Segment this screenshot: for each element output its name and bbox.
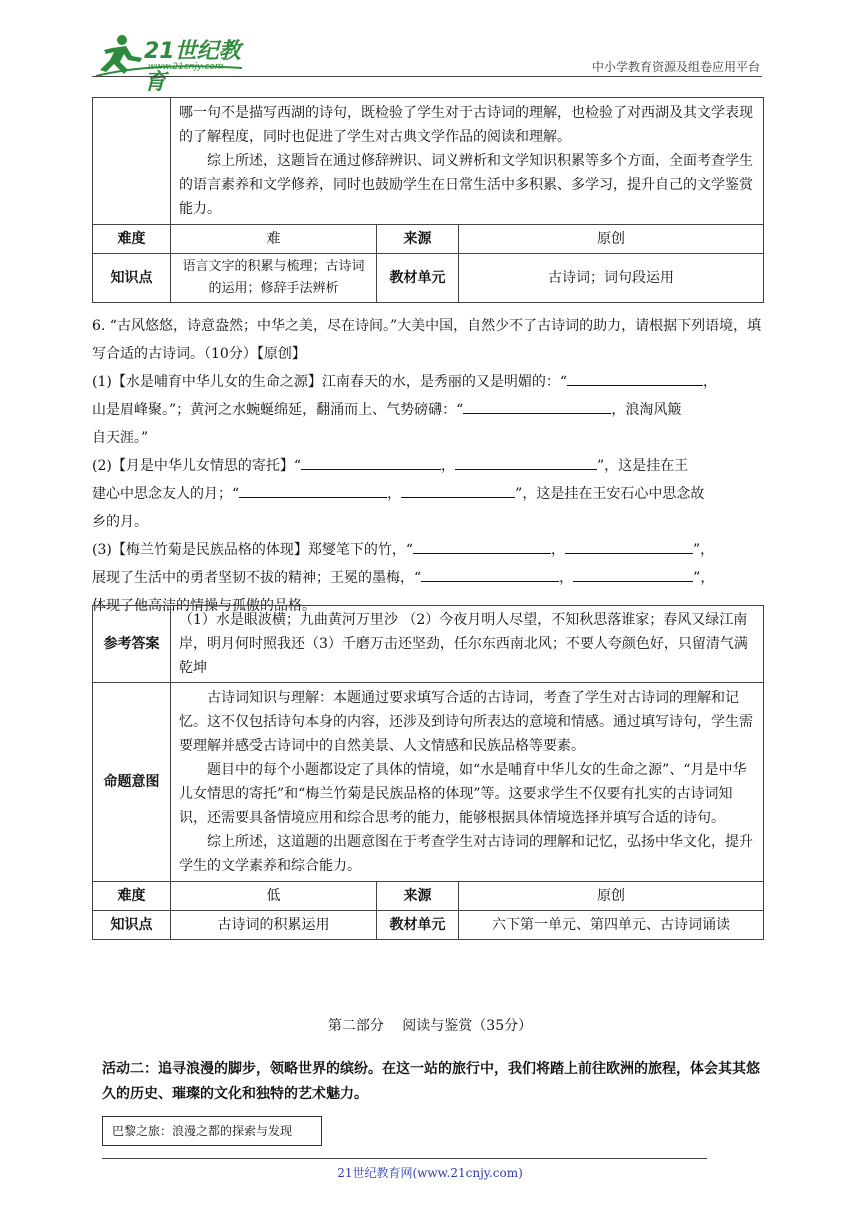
question-6-intro: 6. “古风悠悠，诗意盎然；中华之美，尽在诗间。”大美中国，自然少不了古诗词的助力，请根据下列语境，填写合适的古诗词。（10分）【原创】 <box>92 318 762 362</box>
footer-link[interactable]: 21世纪教育网(www.21cnjy.com) <box>337 1166 523 1180</box>
intent-label-empty <box>93 98 171 225</box>
section-box-paris: 巴黎之旅：浪漫之都的探索与发现 <box>102 1116 322 1146</box>
answer-label: 参考答案 <box>93 606 171 683</box>
answer-row <box>93 606 764 683</box>
intent-line: 题目中的每个小题都设定了具体的情境，如“水是哺育中华儿女的生命之源”、“月是中华儿女情思的寄托”和“梅兰竹菊是民族品格的体现”等。这要求学生不仅要有扎实的古诗词知识，还需要具备情境应用和综合思考的能力，能够根据具体情境选择并填写合适的诗句。 <box>179 762 747 826</box>
knowledge-row <box>93 254 764 303</box>
question-6 <box>92 312 764 620</box>
part2-title: 第二部分 阅读与鉴赏（35分） <box>327 1018 533 1034</box>
difficulty-label: 难度 <box>93 882 171 911</box>
knowledge-value: 古诗词的积累运用 <box>171 911 377 940</box>
source-value: 原创 <box>459 225 764 254</box>
unit-label: 教材单元 <box>377 254 459 303</box>
answer-blank[interactable] <box>421 565 559 582</box>
difficulty-row <box>93 882 764 911</box>
knowledge-label: 知识点 <box>93 911 171 940</box>
answer-blank[interactable] <box>565 537 693 554</box>
footer-rule <box>102 1158 707 1159</box>
knowledge-label: 知识点 <box>93 254 171 303</box>
unit-value: 古诗词；词句段运用 <box>459 254 764 303</box>
answer-blank[interactable] <box>413 537 551 554</box>
q6-part2: (2)【月是中华儿女情思的寄托】“ ， ”，这是挂在王 建心中思念友人的月；“ ， ”，这是挂在王安石心中思念故 乡的月。 <box>92 452 764 536</box>
source-label: 来源 <box>377 225 459 254</box>
difficulty-row <box>93 225 764 254</box>
logo <box>92 32 262 95</box>
logo-url: www.21cnjy.com <box>148 62 224 72</box>
header-rule <box>92 76 762 77</box>
intent-line: 古诗词知识与理解：本题通过要求填写合适的古诗词，考查了学生对古诗词的理解和记忆。这不仅包括诗句本身的内容，还涉及到诗句所表达的意境和情感。通过填写诗句，学生需要理解并感受古诗词中的自然美景、人文情感和民族品格等要素。 <box>179 690 753 754</box>
answer-blank[interactable] <box>463 397 611 414</box>
intent-line: 综上所述，这题旨在通过修辞辨识、词义辨析和文学知识积累等多个方面，全面考查学生的语言素养和文学修养，同时也鼓励学生在日常生活中多积累、多学习，提升自己的文学鉴赏能力。 <box>179 153 753 217</box>
intent-line: 哪一句不是描写西湖的诗句，既检验了学生对于古诗词的理解，也检验了对西湖及其文学表现的了解程度，同时也促进了学生对古典文学作品的阅读和理解。 <box>179 105 753 145</box>
source-value: 原创 <box>459 882 764 911</box>
q6-part3: (3)【梅兰竹菊是民族品格的体现】郑燮笔下的竹，“ ， ”， 展现了生活中的勇者坚韧不拔的精神；王冕的墨梅，“ ， ”， 体现了他高洁的情操与孤傲的品格。 <box>92 536 764 620</box>
answer-blank[interactable] <box>301 453 441 470</box>
q6-part1: (1)【水是哺育中华儿女的生命之源】江南春天的水，是秀丽的又是明媚的：“ ， 山是眉峰聚。”；黄河之水蜿蜒绵延，翻涌而上、气势磅礴：“ ，浪淘风簸 自天涯。” <box>92 368 764 452</box>
answer-blank[interactable] <box>567 369 703 386</box>
question-table-prev <box>92 97 764 303</box>
answer-blank[interactable] <box>455 453 597 470</box>
source-label: 来源 <box>377 882 459 911</box>
answer-content: （1）水是眼波横；九曲黄河万里沙 （2）今夜月明人尽望，不知秋思落谁家；春风又绿江南岸，明月何时照我还（3）千磨万击还坚劲，任尔东西南北风；不要人夸颜色好，只留清气满乾坤 <box>171 606 764 683</box>
intent-content <box>171 683 764 882</box>
intent-row <box>93 98 764 225</box>
unit-label: 教材单元 <box>377 911 459 940</box>
intent-content <box>171 98 764 225</box>
intent-label: 命题意图 <box>93 683 171 882</box>
knowledge-row <box>93 911 764 940</box>
difficulty-value: 低 <box>171 882 377 911</box>
answer-blank[interactable] <box>239 481 387 498</box>
intent-row <box>93 683 764 882</box>
logo-text: 21世纪教育 <box>144 39 241 95</box>
difficulty-value: 难 <box>171 225 377 254</box>
answer-blank[interactable] <box>401 481 515 498</box>
answer-blank[interactable] <box>573 565 693 582</box>
unit-value: 六下第一单元、第四单元、古诗词诵读 <box>459 911 764 940</box>
difficulty-label: 难度 <box>93 225 171 254</box>
intent-line: 综上所述，这道题的出题意图在于考查学生对古诗词的理解和记忆，弘扬中华文化，提升学生的文学素养和综合能力。 <box>179 834 753 874</box>
question-6-table <box>92 605 764 940</box>
header-platform: 中小学教育资源及组卷应用平台 <box>591 60 760 74</box>
knowledge-value: 语言文字的积累与梳理；古诗词的运用；修辞手法辨析 <box>171 254 377 303</box>
activity-2-intro: 活动二：追寻浪漫的脚步，领略世界的缤纷。在这一站的旅行中，我们将踏上前往欧洲的旅程，体会其其悠久的历史、璀璨的文化和独特的艺术魅力。 <box>102 1061 760 1102</box>
